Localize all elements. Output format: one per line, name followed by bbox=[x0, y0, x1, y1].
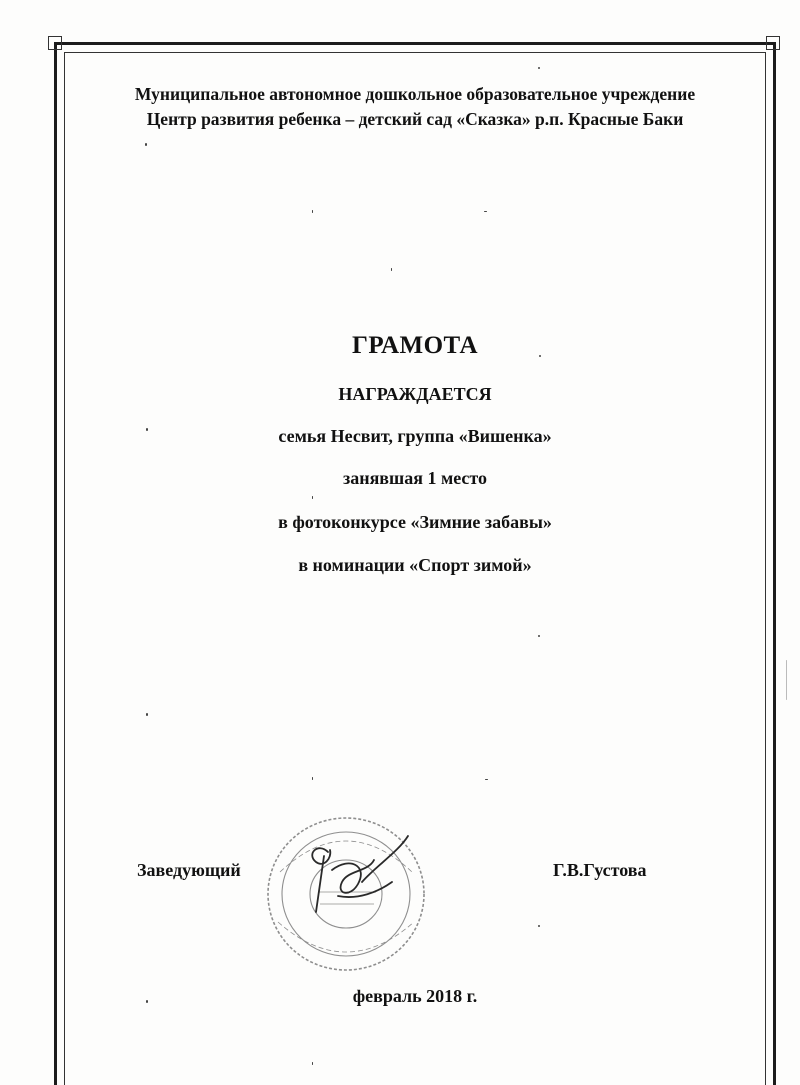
scan-speck bbox=[485, 779, 488, 780]
scan-speck bbox=[538, 925, 540, 927]
scan-speck bbox=[538, 635, 540, 637]
frame-corner-ornament bbox=[766, 36, 780, 50]
scan-speck bbox=[312, 210, 313, 213]
contest-line: в фотоконкурсе «Зимние забавы» bbox=[278, 512, 552, 532]
frame-corner-ornament bbox=[48, 36, 62, 50]
institution-name-line-1: Муниципальное автономное дошкольное образовательное учреждение bbox=[134, 84, 696, 104]
awarded-heading: НАГРАЖДАЕТСЯ bbox=[338, 384, 492, 404]
scan-speck bbox=[539, 355, 541, 357]
scan-speck bbox=[146, 1000, 148, 1003]
signatory-name: Г.В.Густова bbox=[553, 860, 647, 880]
scan-speck bbox=[146, 428, 148, 431]
certificate-title: ГРАМОТА bbox=[351, 332, 479, 359]
signatory-position: Заведующий bbox=[137, 860, 241, 880]
place-line: занявшая 1 место bbox=[342, 468, 488, 488]
official-stamp-icon bbox=[258, 812, 438, 972]
institution-header bbox=[64, 82, 766, 132]
signature-row bbox=[0, 860, 800, 890]
scan-edge-mark bbox=[786, 660, 787, 700]
scan-speck bbox=[538, 67, 540, 69]
nomination-line: в номинации «Спорт зимой» bbox=[298, 555, 532, 575]
scan-speck bbox=[312, 496, 313, 499]
scan-speck bbox=[391, 268, 392, 271]
scan-speck bbox=[484, 211, 487, 212]
institution-name-line-2: Центр развития ребенка – детский сад «Сказка» р.п. Красные Баки bbox=[146, 109, 684, 129]
scan-speck bbox=[146, 713, 148, 716]
issue-date: февраль 2018 г. bbox=[352, 986, 478, 1006]
scan-speck bbox=[145, 143, 147, 146]
scan-speck bbox=[312, 1062, 313, 1065]
recipient-line: семья Несвит, группа «Вишенка» bbox=[278, 426, 552, 446]
scan-speck bbox=[312, 777, 313, 780]
